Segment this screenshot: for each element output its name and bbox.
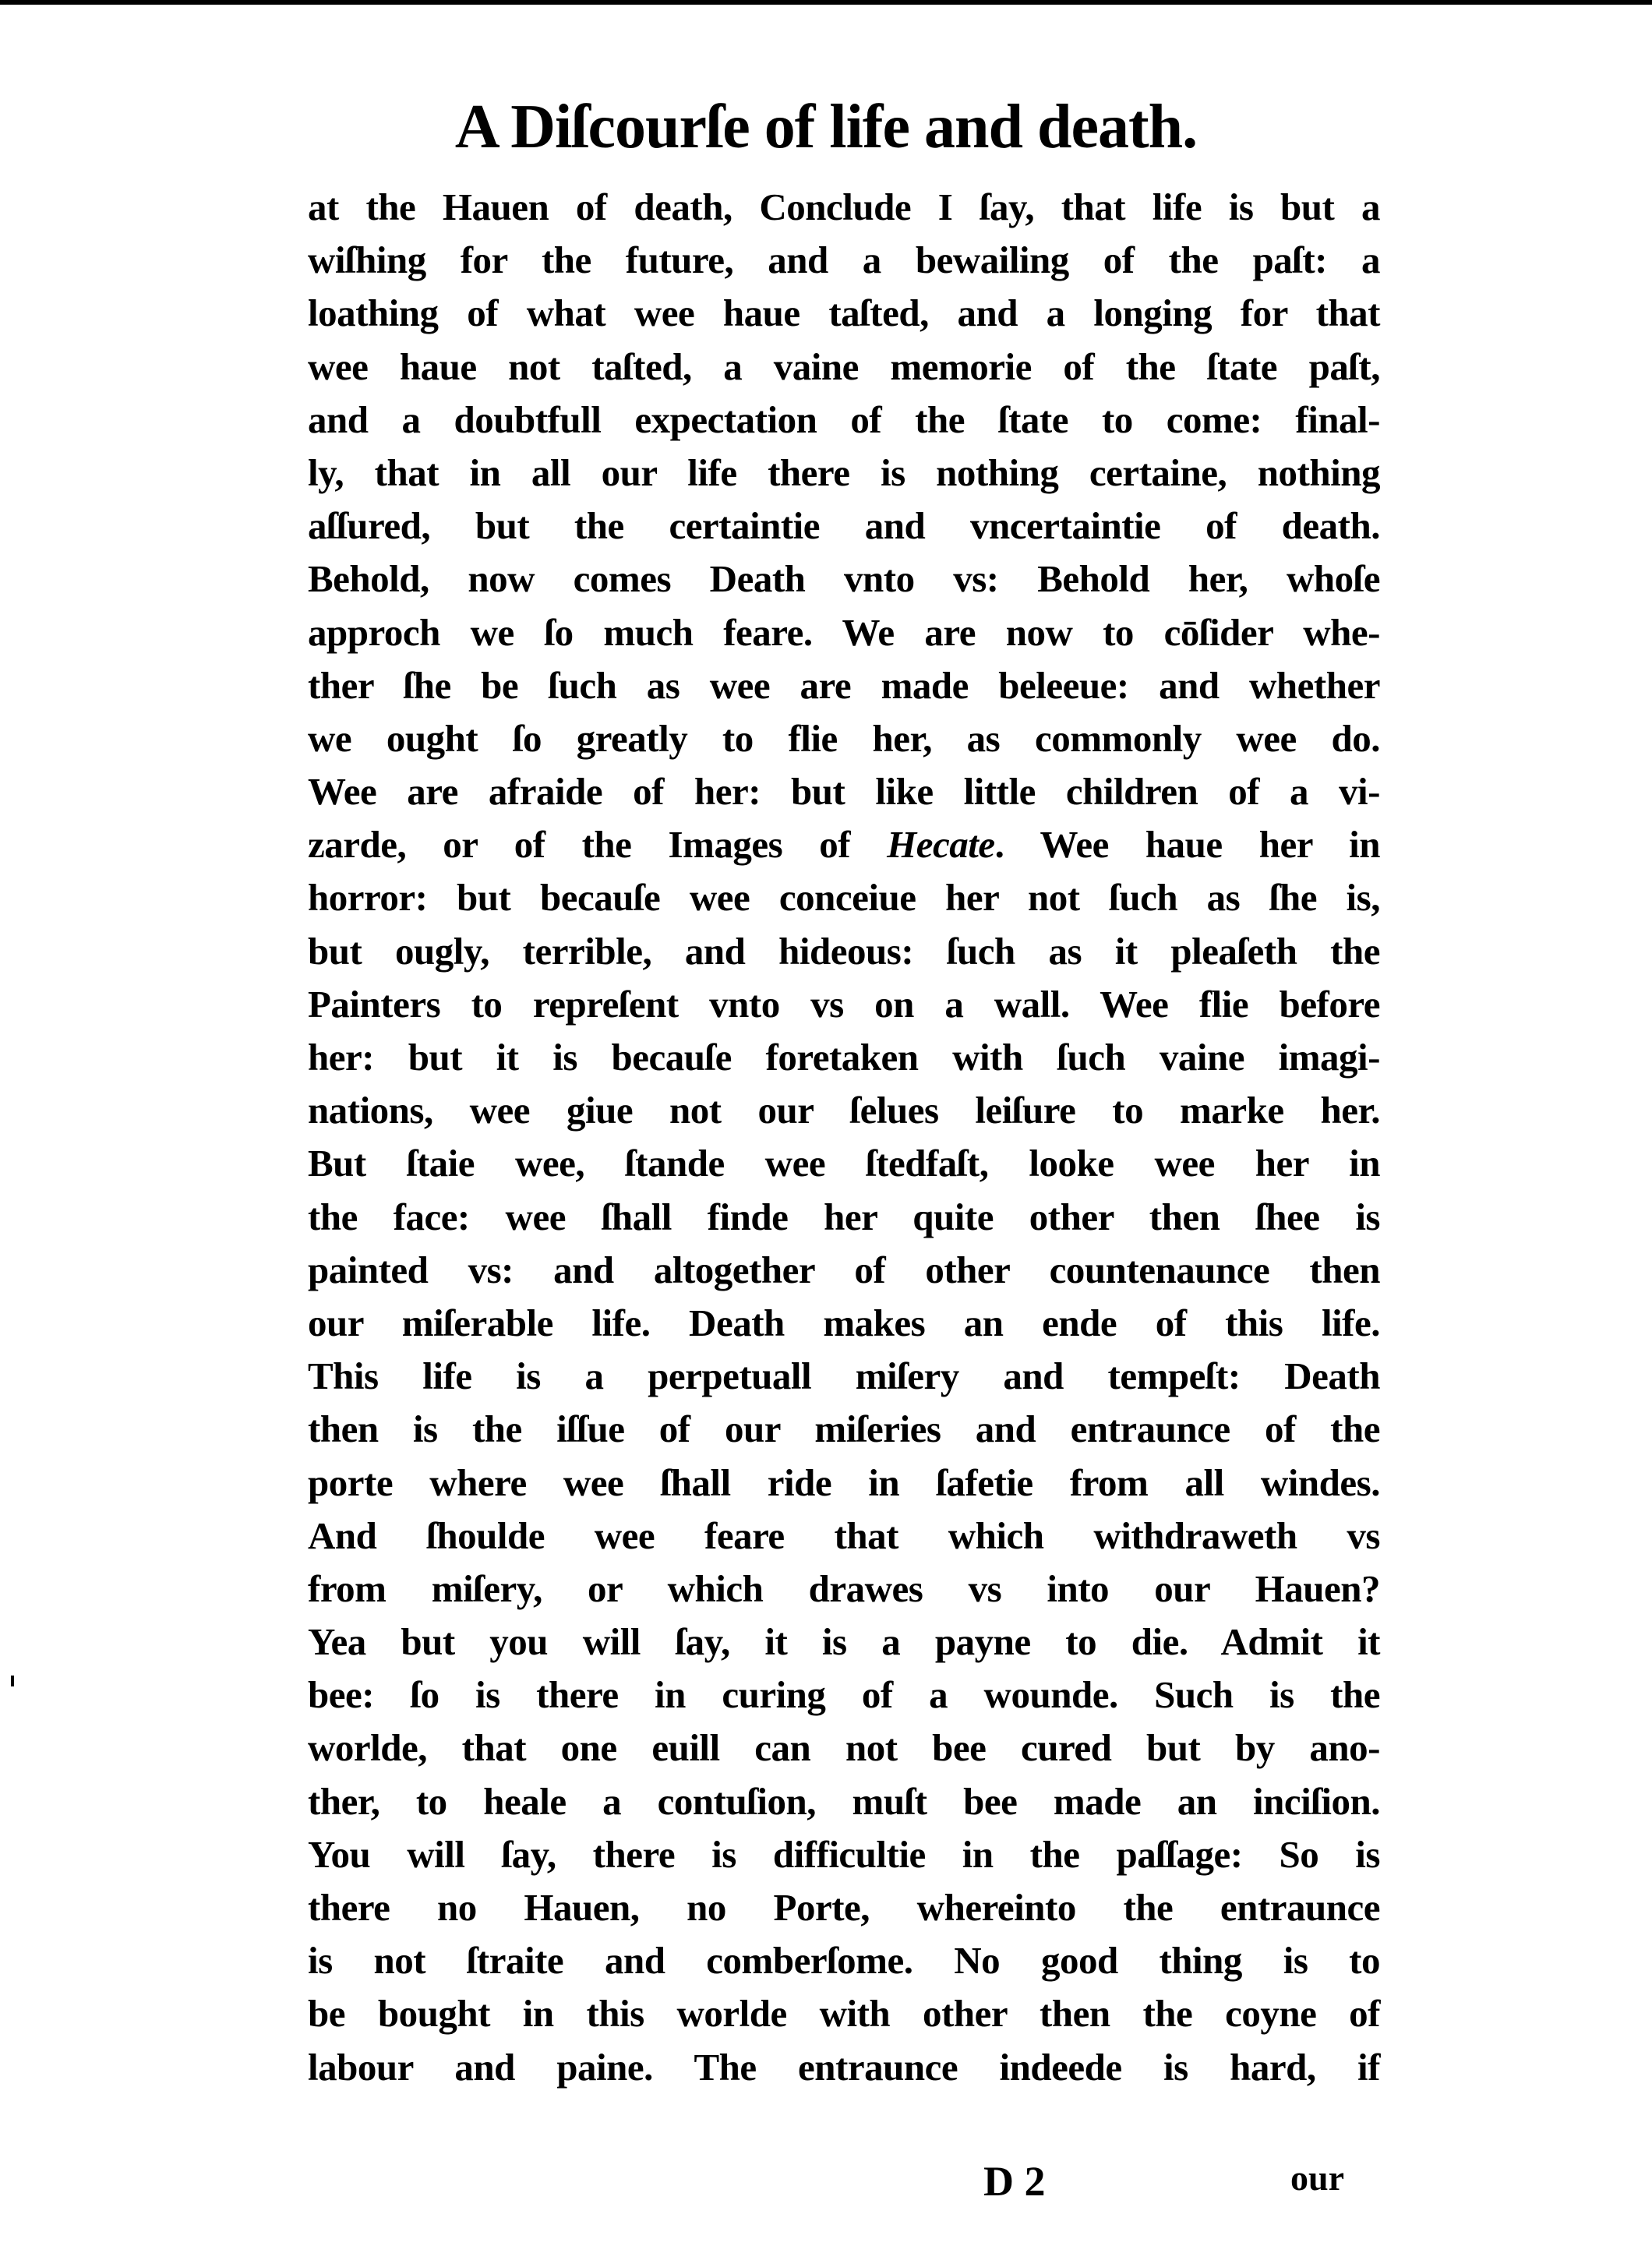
text-line: worlde, that one euill can not bee cured but by ano- xyxy=(308,1726,1380,1770)
text-line: You will ſay, there is difficultie in the paſſage: So is xyxy=(308,1832,1380,1876)
text-line: her: but it is becauſe foretaken with ſuch vaine imagi- xyxy=(308,1036,1380,1079)
text-line: labour and paine. The entraunce indeede is hard, if xyxy=(308,2045,1380,2089)
text-line: ly, that in all our life there is nothing certaine, nothing xyxy=(308,450,1380,494)
text-line: bee: ſo is there in curing of a wounde. Such is the xyxy=(308,1673,1380,1717)
text-block xyxy=(308,181,1380,2094)
text-line: Painters to repreſent vnto vs on a wall. Wee flie before xyxy=(308,982,1380,1026)
italic-name: Hecate xyxy=(887,823,995,867)
text-segment: . Wee haue her in xyxy=(994,823,1380,867)
text-line: there no Hauen, no Porte, whereinto the entraunce xyxy=(308,1886,1380,1929)
text-line: from miſery, or which drawes vs into our Hauen? xyxy=(308,1566,1380,1610)
text-line: porte where wee ſhall ride in ſafetie from all windes. xyxy=(308,1460,1380,1504)
signature-mark: D 2 xyxy=(983,2158,1046,2205)
text-line: And ſhoulde wee feare that which withdraweth vs xyxy=(308,1513,1380,1557)
text-line: Behold, now comes Death vnto vs: Behold her, whoſe xyxy=(308,557,1380,601)
text-line: our miſerable life. Death makes an ende of this life. xyxy=(308,1301,1380,1344)
text-line: at the Hauen of death, Conclude I ſay, that life is but a xyxy=(308,185,1380,228)
text-line: wiſhing for the future, and a bewailing of the paſt: a xyxy=(308,238,1380,282)
margin-mark xyxy=(11,1676,14,1686)
text-line: but ougly, terrible, and hideous: ſuch as it pleaſeth the xyxy=(308,929,1380,973)
running-title: A Diſcourſe of life and death. xyxy=(454,93,1198,161)
text-line: ther ſhe be ſuch as wee are made beleeue: and whether xyxy=(308,663,1380,707)
text-line: approch we ſo much feare. We are now to cōſider whe- xyxy=(308,610,1380,654)
text-line: we ought ſo greatly to flie her, as commonly wee do. xyxy=(308,716,1380,760)
text-line: aſſured, but the certaintie and vncertaintie of death. xyxy=(308,504,1380,548)
text-line: nations, wee giue not our ſelues leiſure to marke her. xyxy=(308,1089,1380,1132)
text-line: then is the iſſue of our miſeries and entraunce of the xyxy=(308,1407,1380,1451)
text-line: the face: wee ſhall finde her quite other then ſhee is xyxy=(308,1195,1380,1238)
text-line xyxy=(308,818,1380,871)
text-line: loathing of what wee haue taſted, and a longing for that xyxy=(308,291,1380,335)
page-edge-border xyxy=(0,0,1652,5)
text-line: ther, to heale a contuſion, muſt bee made an inciſion. xyxy=(308,1779,1380,1823)
catchword: our xyxy=(1290,2158,1344,2198)
text-line: painted vs: and altogether of other countenaunce then xyxy=(308,1248,1380,1291)
text-line: Yea but you will ſay, it is a payne to die. Admit it xyxy=(308,1620,1380,1664)
text-line: be bought in this worlde with other then the coyne of xyxy=(308,1992,1380,2036)
text-line: This life is a perpetuall miſery and tempeſt: Death xyxy=(308,1354,1380,1398)
text-line: is not ſtraite and comberſome. No good thing is to xyxy=(308,1939,1380,1983)
text-segment: zarde, or of the Images of xyxy=(308,823,888,867)
text-line: and a doubtfull expectation of the ſtate to come: final- xyxy=(308,397,1380,441)
text-line: Wee are afraide of her: but like little children of a vi- xyxy=(308,770,1380,814)
text-line: wee haue not taſted, a vaine memorie of the ſtate paſt, xyxy=(308,344,1380,388)
text-line: horror: but becauſe wee conceiue her not ſuch as ſhe is, xyxy=(308,876,1380,920)
text-line: But ſtaie wee, ſtande wee ſtedfaſt, looke wee her in xyxy=(308,1142,1380,1185)
